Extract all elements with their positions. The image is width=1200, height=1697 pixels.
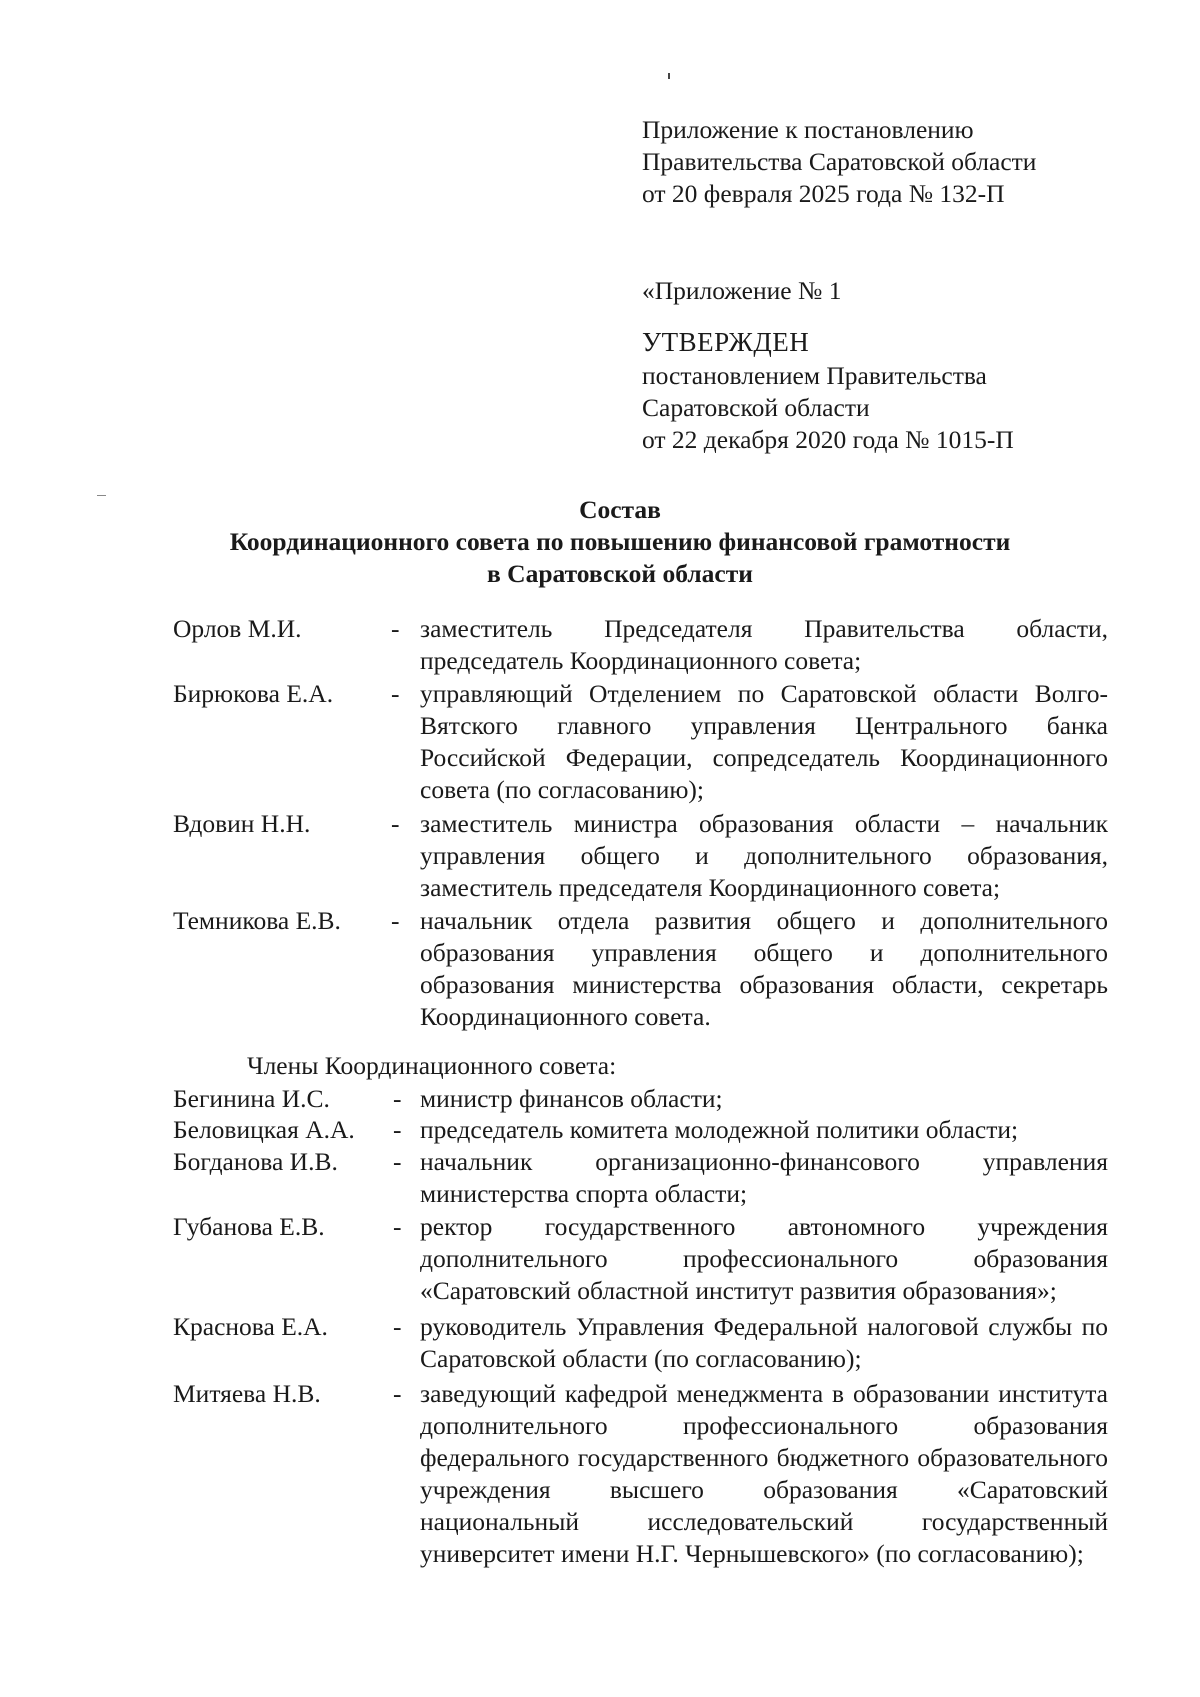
title-line-1: Состав [579, 495, 661, 524]
member-name: Беловицкая А.А. [173, 1115, 355, 1144]
member-name: Богданова И.В. [173, 1147, 338, 1176]
approved-line-3: от 22 декабря 2020 года № 1015-П [642, 425, 1014, 454]
scan-mark-left [97, 495, 106, 496]
appendix-number [642, 275, 1102, 307]
title-line-2: Координационного совета по повышению финансовой грамотности [229, 527, 1011, 556]
member-dash: - [391, 906, 400, 935]
appendix-line-3: от 20 февраля 2025 года № 132-П [642, 179, 1005, 208]
member-name: Губанова Е.В. [173, 1212, 325, 1241]
approved-label: УТВЕРЖДЕН [642, 327, 810, 357]
member-name: Краснова Е.А. [173, 1312, 328, 1341]
member-position: ректор государственного автономного учреждения дополнительного профессионального образования «Саратовский областной институт развития образования»; [420, 1212, 1108, 1305]
member-name: Бирюкова Е.А. [173, 679, 334, 708]
member-position: руководитель Управления Федеральной налоговой службы по Саратовской области (по согласованию); [420, 1312, 1108, 1373]
member-position: заместитель министра образования области – начальник управления общего и дополнительного образования, заместитель председателя Координационного совета; [420, 809, 1108, 902]
member-name: Орлов М.И. [173, 614, 302, 643]
member-name: Митяева Н.В. [173, 1379, 321, 1408]
member-position: начальник отдела развития общего и дополнительного образования управления общего и дополнительного образования министерства образования области, секретарь Координационного совета. [420, 906, 1108, 1031]
member-name: Темникова Е.В. [173, 906, 341, 935]
appendix-line-1: Приложение к постановлению [642, 115, 974, 144]
appendix-reference [642, 114, 1102, 210]
title-line-3: в Саратовской области [487, 559, 753, 588]
member-position: председатель комитета молодежной политики области; [420, 1115, 1019, 1144]
member-position: министр финансов области; [420, 1084, 723, 1113]
member-dash: - [393, 1212, 402, 1241]
member-dash: - [393, 1379, 402, 1408]
member-position: начальник организационно-финансового управления министерства спорта области; [420, 1147, 1108, 1208]
member-dash: - [391, 809, 400, 838]
member-dash: - [393, 1147, 402, 1176]
approval-block [642, 326, 1102, 456]
member-position: управляющий Отделением по Саратовской области Волго-Вятского главного управления Центрального банка Российской Федерации, сопредседатель Координационного совета (по согласованию); [420, 679, 1108, 804]
appendix-line-2: Правительства Саратовской области [642, 147, 1037, 176]
member-dash: - [393, 1084, 402, 1113]
document-title [120, 494, 1120, 590]
approved-line-1: постановлением Правительства [642, 361, 987, 390]
member-dash: - [391, 614, 400, 643]
members-heading: Члены Координационного совета: [247, 1051, 617, 1080]
appendix-number-text: «Приложение № 1 [642, 276, 842, 305]
member-dash: - [391, 679, 400, 708]
approved-line-2: Саратовской области [642, 393, 870, 422]
scan-mark-top [668, 73, 670, 79]
member-position: заведующий кафедрой менеджмента в образовании института дополнительного профессионального образования федерального государственного бюджетного образовательного учреждения высшего образования «Саратовский национальный исследовательский государственный университет имени Н.Г. Чернышевского» (по согласованию); [420, 1379, 1108, 1568]
member-name: Вдовин Н.Н. [173, 809, 311, 838]
member-position: заместитель Председателя Правительства области, председатель Координационного совета; [420, 614, 1108, 675]
member-name: Бегинина И.С. [173, 1084, 330, 1113]
member-dash: - [393, 1115, 402, 1144]
member-dash: - [393, 1312, 402, 1341]
